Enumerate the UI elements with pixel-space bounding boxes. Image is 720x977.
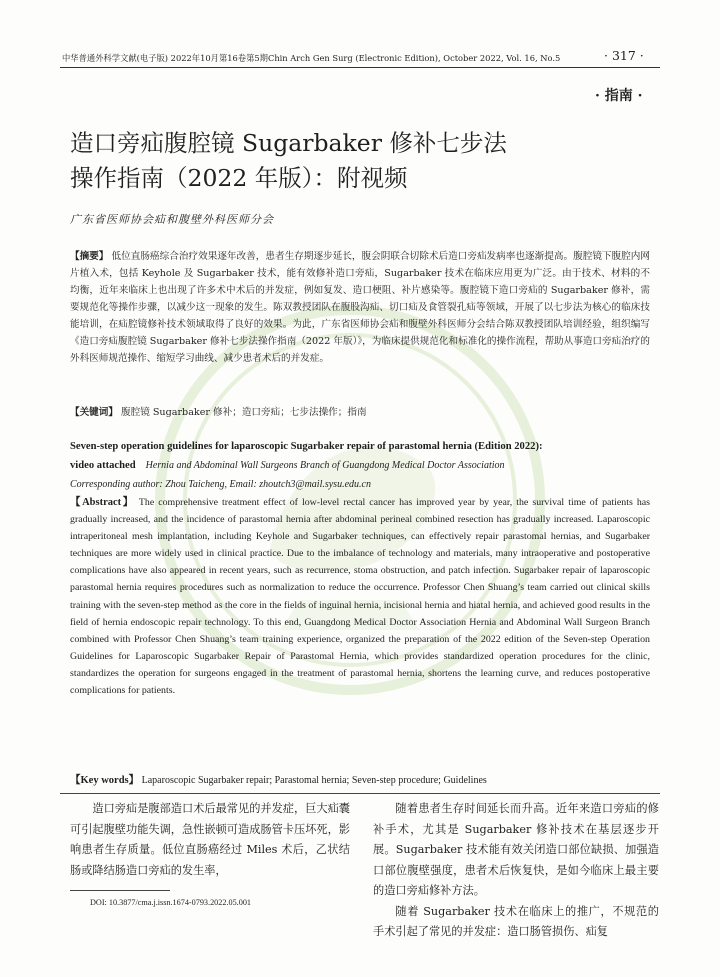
footnote-rule (70, 890, 170, 891)
article-title-line-2: 操作指南（2022 年版）：附视频 (70, 164, 408, 192)
abstract-en-label: 【Abstract】 (70, 497, 135, 508)
english-title-line-2 (70, 460, 505, 471)
header-rule (60, 67, 660, 68)
keywords-en (70, 772, 487, 787)
body-left-column: 造口旁疝是腹部造口术后最常见的并发症，巨大疝囊可引起腹壁功能失调，急性嵌顿可造成肠管卡压坏死，影响患者生存质量。低位直肠癌经过 Miles 术后，乙状结肠或降结肠造口旁疝的发生率， (70, 802, 350, 877)
page-number: · 317 · (604, 48, 644, 63)
abstract-cn-label: 【摘要】 (70, 251, 109, 262)
body-right-para-1: 随着患者生存时间延长而升高。近年来造口旁疝的修补手术，尤其是 Sugarbaker 修补技术在基层逐步开展。Sugarbaker 技术能有效关闭造口部位缺损、加强造口部位腹壁强度，患者术后恢复快，是如今临床上最主要的造口旁疝修补方法。 (373, 802, 659, 897)
corresponding-author: Corresponding author: Zhou Taicheng, Email: zhoutch3@mail.sysu.edu.cn (70, 479, 371, 490)
doi-footnote: DOI: 10.3877/cma.j.issn.1674-0793.2022.05.001 (90, 898, 252, 907)
article-title-line-1: 造口旁疝腹腔镜 Sugarbaker 修补七步法 (70, 129, 507, 157)
body-right-column (373, 799, 659, 943)
english-author-affiliation: Hernia and Abdominal Wall Surgeons Branch of Guangdong Medical Doctor Association (145, 460, 505, 471)
keywords-rule (60, 793, 660, 794)
abstract-en (70, 494, 650, 699)
english-title-line-1: Seven-step operation guidelines for laparoscopic Sugarbaker repair of parastomal hernia (Edition 2022): (70, 441, 543, 452)
abstract-en-text: The comprehensive treatment effect of low-level rectal cancer has improved year by year, the survival time of patients has gradually increased, and the incidence of parastomal hernia after abdominal perineal combined resection has gradually increased. Laparoscopic intraperitoneal mesh implantation, including Keyhole and Sugarbaker techniques, can effectively repair parastomal hernias, and Sugarbaker techniques are more widely used in clinical practice. Due to the imbalance of technology and materials, many intraoperative and postoperative complications have also appeared in recent years, such as recurrence, stoma obstruction, and patch infection. Sugarbaker repair of laparoscopic parastomal hernia requires procedures such as normalization to reduce the occurrence. Professor Chen Shuang’s team carried out clinical skills training with the seven-step method as the core in the fields of inguinal hernia, incisional hernia and hiatal hernia, and achieved good results in the field of hernia endoscopic repair technology. To this end, Guangdong Medical Doctor Association Hernia and Abdominal Wall Surgeon Branch combined with Professor Chen Shuang’s team training experience, organized the preparation of the 2022 edition of the Seven-step Operation Guidelines for Laparoscopic Sugarbaker Repair of Parastomal Hernia, which provides standardized operation procedures for the clinic, standardizes the operation for surgeons engaged in the treatment of parastomal hernia, shortens the learning curve, and reduces postoperative complications for patients. (70, 497, 650, 697)
author-affiliation-cn: 广东省医师协会疝和腹壁外科医师分会 (70, 213, 274, 226)
abstract-cn (70, 248, 650, 367)
running-head: 中华普通外科学文献(电子版) 2022年10月第16卷第5期Chin Arch Gen Surg (Electronic Edition), October 2022, Vol. 16, No.5 (62, 53, 561, 63)
abstract-cn-text: 低位直肠癌综合治疗效果逐年改善，患者生存期逐步延长，腹会阴联合切除术后造口旁疝发病率也逐渐提高。腹腔镜下腹腔内网片植入术，包括 Keyhole 及 Sugarbaker 技术，能有效修补造口旁疝，Sugarbaker 技术在临床应用更为广泛。由于技术、材料的不均衡，近年来临床上也出现了许多术中术后的并发症，例如复发、造口梗阻、补片感染等。腹腔镜下造口旁疝的 Sugarbaker 修补，需要规范化等操作步骤，以减少这一现象的发生。陈双教授团队在腹股沟疝、切口疝及食管裂孔疝等领域，开展了以七步法为核心的临床技能培训，在疝腔镜修补技术领域取得了良好的效果。为此，广东省医师协会疝和腹壁外科医师分会结合陈双教授团队培训经验，组织编写《造口旁疝腹腔镜 Sugarbaker 修补七步法操作指南（2022 年版）》，为临床提供规范化和标准化的操作流程，帮助从事造口旁疝治疗的外科医师规范操作、缩短学习曲线、减少患者术后的并发症。 (70, 251, 650, 364)
keywords-en-label: 【Key words】 (70, 775, 140, 786)
body-right-para-2: 随着 Sugarbaker 技术在临床上的推广，不规范的手术引起了常见的并发症：造口肠管损伤、疝复 (373, 904, 659, 938)
keywords-cn-label: 【关键词】 (70, 407, 118, 418)
keywords-cn (70, 404, 367, 418)
keywords-cn-text: 腹腔镜 Sugarbaker 修补；造口旁疝；七步法操作；指南 (121, 407, 367, 418)
keywords-en-text: Laparoscopic Sugarbaker repair; Parastomal hernia; Seven-step procedure; Guidelines (141, 775, 487, 786)
english-title-tail: video attached (70, 460, 136, 471)
section-label: · 指南 · (595, 88, 643, 104)
